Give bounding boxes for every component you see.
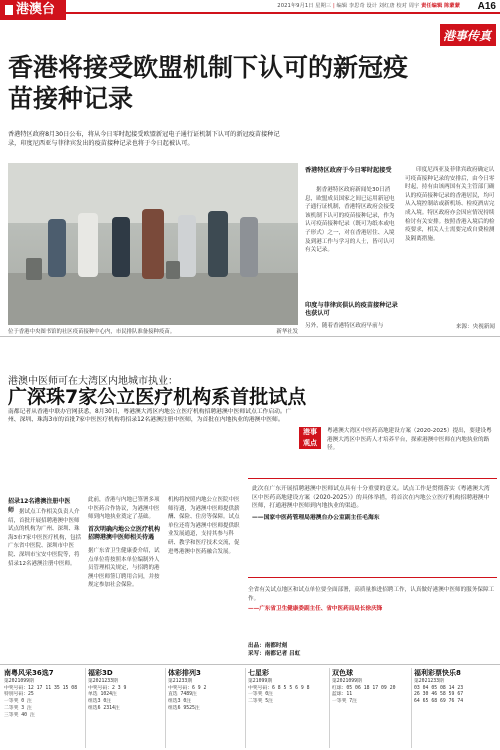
lottery-line: 中奖号码：6 8 5 5 6 9 8 <box>248 685 310 691</box>
person-figure <box>240 217 258 277</box>
story2-body-col-1: 据试点工作相关负责人介绍，首批开展招聘港澳中医师试点的机构为广州、深圳、珠海3市7家中医医疗机构，包括广东省中医院、深圳市中医院、深圳市宝安中医院等，将招录12名港澳注册中医师。 <box>8 509 81 567</box>
lottery-title: 福利彩票快乐8 <box>414 669 461 677</box>
page-number: A16 <box>477 1 496 12</box>
opinion-badge: 港事 观点 <box>299 427 321 449</box>
lottery-title: 福彩3D <box>88 669 113 677</box>
lottery-block <box>168 670 246 748</box>
story1-body-col-a2: 另外，随着香港特区政府早前与 <box>305 323 384 329</box>
lottery-line: 蓝球：11 <box>332 692 353 698</box>
lottery-separator <box>165 668 166 748</box>
person-figure <box>208 211 228 277</box>
story2-kicker: 港澳中医师可在大湾区内地城市执业： <box>8 376 178 387</box>
story1-subhead-2: 印度与菲律宾俱认的疫苗接种记录也获认可 <box>305 302 398 317</box>
section-label: 港澳台 <box>16 2 56 17</box>
lottery-separator <box>329 668 330 748</box>
lottery-line: 二等奖 5注 <box>248 699 273 705</box>
person-figure <box>142 209 164 279</box>
quote-text: 此次在广东开展招聘港澳中医师试点具有十分重要的意义。试点工作是贯彻落实《粤港澳大湾区中医药高地建设方案（2020-2025）》的具体举措，将首次在内地公立医疗机构招聘港澳中医师，打通港澳中医师到内地执业的渠道。 <box>252 486 490 510</box>
lottery-separator <box>245 668 246 748</box>
story1-body-col-a: 据香港特区政府新闻处30日消息，欧盟成员国家之间已运用新冠电子通行证机制，香港特区政府会接受该机制下认可的疫苗接种记录，作为认可疫苗接种纪录（既可为纸本或电子形式）之一，对在香港居住、入境及到港工作与学习的人士，皆可认可有关记录。 <box>305 187 395 254</box>
lottery-line: 二等奖 3 注 <box>4 705 32 711</box>
story2-body-col-2: 此前，香港与内地已签署多项中医药合作协议，为港澳中医师到内地执业奠定了基础。 首次明确内地公立医疗机构招聘港澳中医师相关待遇 据广东省卫生健康委介绍，试点单位将按照本单位编制外人员管理相关规定，与招聘的港澳中医师签订聘用合同，并按规定参加社会保险。 <box>88 496 164 590</box>
lottery-title: 南粤风采36选7 <box>4 669 54 677</box>
story2-byline: 出品：南都时刻 采写：南都记者 吕虹 <box>248 643 301 657</box>
person-figure <box>178 215 196 277</box>
quote-attribution: ——国家中医药管理局港澳台办公室副主任毛海东 <box>252 514 380 521</box>
lottery-line: 第21233期 <box>168 678 193 684</box>
lottery-title: 双色球 <box>332 669 353 677</box>
page-header <box>0 0 500 20</box>
photo-credit: 新华社发 <box>276 329 298 335</box>
section-bullet-icon <box>5 5 13 15</box>
story1-subhead-1: 香港特区政府于今日零时起接受 <box>305 167 392 174</box>
header-rule <box>66 12 500 14</box>
header-editor-tag: 责任编辑 陈蒙蒙 <box>421 3 460 9</box>
header-editor: 编辑 李思奇 <box>336 3 365 9</box>
person-figure <box>78 213 98 277</box>
story2-lead: 南都记者从香港中联办官网获悉，8月30日，粤港澳大湾区内地公立医疗机构招聘港澳中医师试点工作启动。广州、深圳、珠海3市的首批7家中医医疗机构将招录12名港澳注册中医师，为首批在内地执业的港澳中医师。 <box>8 409 292 424</box>
person-figure <box>112 217 130 277</box>
header-designer: 设计 刘红唐 <box>366 3 395 9</box>
lottery-line: 中奖号码：2 3 9 <box>88 685 127 691</box>
lottery-divider <box>0 664 500 665</box>
lottery-line: 中奖号码：12 17 11 35 15 08 <box>4 685 78 691</box>
column-logo-text: 港事传真 <box>443 29 492 43</box>
story1-source: 来源：央视新闻 <box>455 324 495 330</box>
header-meta: 2021年9月1日 星期三 | 编辑 李思奇 设计 刘红唐 校对 周宇 责任编辑 陈蒙蒙 <box>277 3 460 9</box>
header-date: 2021年9月1日 星期三 <box>277 3 332 9</box>
lottery-block <box>332 670 412 748</box>
lottery-line: 特别号码：25 <box>4 692 34 698</box>
lottery-block <box>414 670 498 748</box>
lottery-block <box>4 670 86 748</box>
lottery-title: 七星彩 <box>248 669 269 677</box>
story1-headline: 香港将接受欧盟机制下认可的新冠疫苗接种记录 <box>8 53 409 113</box>
lottery-line: 单选 1024注 <box>88 692 117 698</box>
lottery-line: 三等奖 40 注 <box>4 712 35 718</box>
lottery-line: 26 30 46 58 59 67 <box>414 692 464 698</box>
story1-photo <box>8 163 298 325</box>
lottery-line: 一等奖 0 注 <box>4 699 32 705</box>
story1-lead: 香港特区政府8月30日公布，将从今日零时起接受欧盟新冠电子通行证机制下认可的新冠疫苗接种记录，印度尼西亚与菲律宾发出的疫苗接种记录也将于今日起被认可。 <box>8 131 280 147</box>
lottery-line: 第2021099期 <box>4 678 34 684</box>
lottery-block <box>88 670 166 748</box>
story2-headline: 广深珠7家公立医疗机构系首批试点 <box>8 386 307 408</box>
person-figure <box>48 219 66 277</box>
lottery-line: 一等奖 0注 <box>248 692 273 698</box>
lottery-separator <box>85 668 86 748</box>
lottery-line: 一等奖 7注 <box>332 699 357 705</box>
lottery-line: 第2021233期 <box>88 678 118 684</box>
column-logo <box>440 24 496 46</box>
story2-body-col-3: 机构将按照内地公立医院中医师待遇，为港澳中医师提供薪酬、保险、住房等保障。试点单位还将为港澳中医师提供职业发展通道，支持其参与科研、教学和医疗技术交流，促进粤港澳中医药融合发展。 <box>168 497 240 555</box>
lottery-line: 64 65 68 69 76 74 <box>414 699 464 705</box>
lottery-line: 组选3 0注 <box>168 699 192 705</box>
lottery-line: 第2021099期 <box>332 678 362 684</box>
lottery-line: 组选6 9525注 <box>168 705 200 711</box>
story2-brief: 粤港澳大湾区中医药高地建设方案（2020-2025）提出，要建设粤港澳大湾区中医药人才培养平台，探索港澳中医师在内地执业的路径。 <box>327 428 492 452</box>
section-divider <box>0 336 500 337</box>
story2-tail-attribution: ——广东省卫生健康委副主任、省中医药局局长徐庆锋 <box>248 606 383 613</box>
lottery-block <box>248 670 330 748</box>
story2-tail: 全省有关试点地区和试点单位要全面部署，高质量推进招聘工作，认真做好港澳中医师的服务保障工作。 ——广东省卫生健康委副主任、省中医药局局长徐庆锋 <box>248 586 497 614</box>
header-proof: 校对 周宇 <box>396 3 420 9</box>
lottery-line: 组选6 2314注 <box>88 705 120 711</box>
lottery-line: 直选 7489注 <box>168 692 197 698</box>
lottery-line: 中奖号码：6 9 2 <box>168 685 207 691</box>
story2-subhead-1: 招录12名港澳注册中医师 <box>8 498 71 514</box>
section-tag <box>0 0 66 20</box>
story1-photo-caption: 位于香港中央图书馆的社区疫苗接种中心内，市民排队准备接种疫苗。 新华社发 <box>8 329 298 335</box>
lottery-separator <box>411 668 412 748</box>
lottery-line: 第21099期 <box>248 678 273 684</box>
lottery-title: 体彩排列3 <box>168 669 201 677</box>
lottery-line: 第2021233期 <box>414 678 444 684</box>
quote-box <box>248 478 497 578</box>
lottery-line: 红球：05 06 18 17 09 20 <box>332 685 396 691</box>
story2-subhead-2: 首次明确内地公立医疗机构招聘港澳中医师相关待遇 <box>88 525 161 542</box>
lottery-line: 组选3 0注 <box>88 699 112 705</box>
lottery-line: 03 04 05 08 14 23 <box>414 685 464 691</box>
story1-body-col-b: 印度尼西亚及菲律宾政府确定认可疫苗接种记录的安排后，由今日零时起，持有由该两国有关主管部门确认的疫苗接种记录的香港居民，均可从入境控制站或新机场、检疫酒店完成入境。特区政府亦会因应情况持续检讨有关安排。按照香港入境后的检疫要求，相关人士需要完成自费检测及隔离措施。 <box>405 167 495 242</box>
